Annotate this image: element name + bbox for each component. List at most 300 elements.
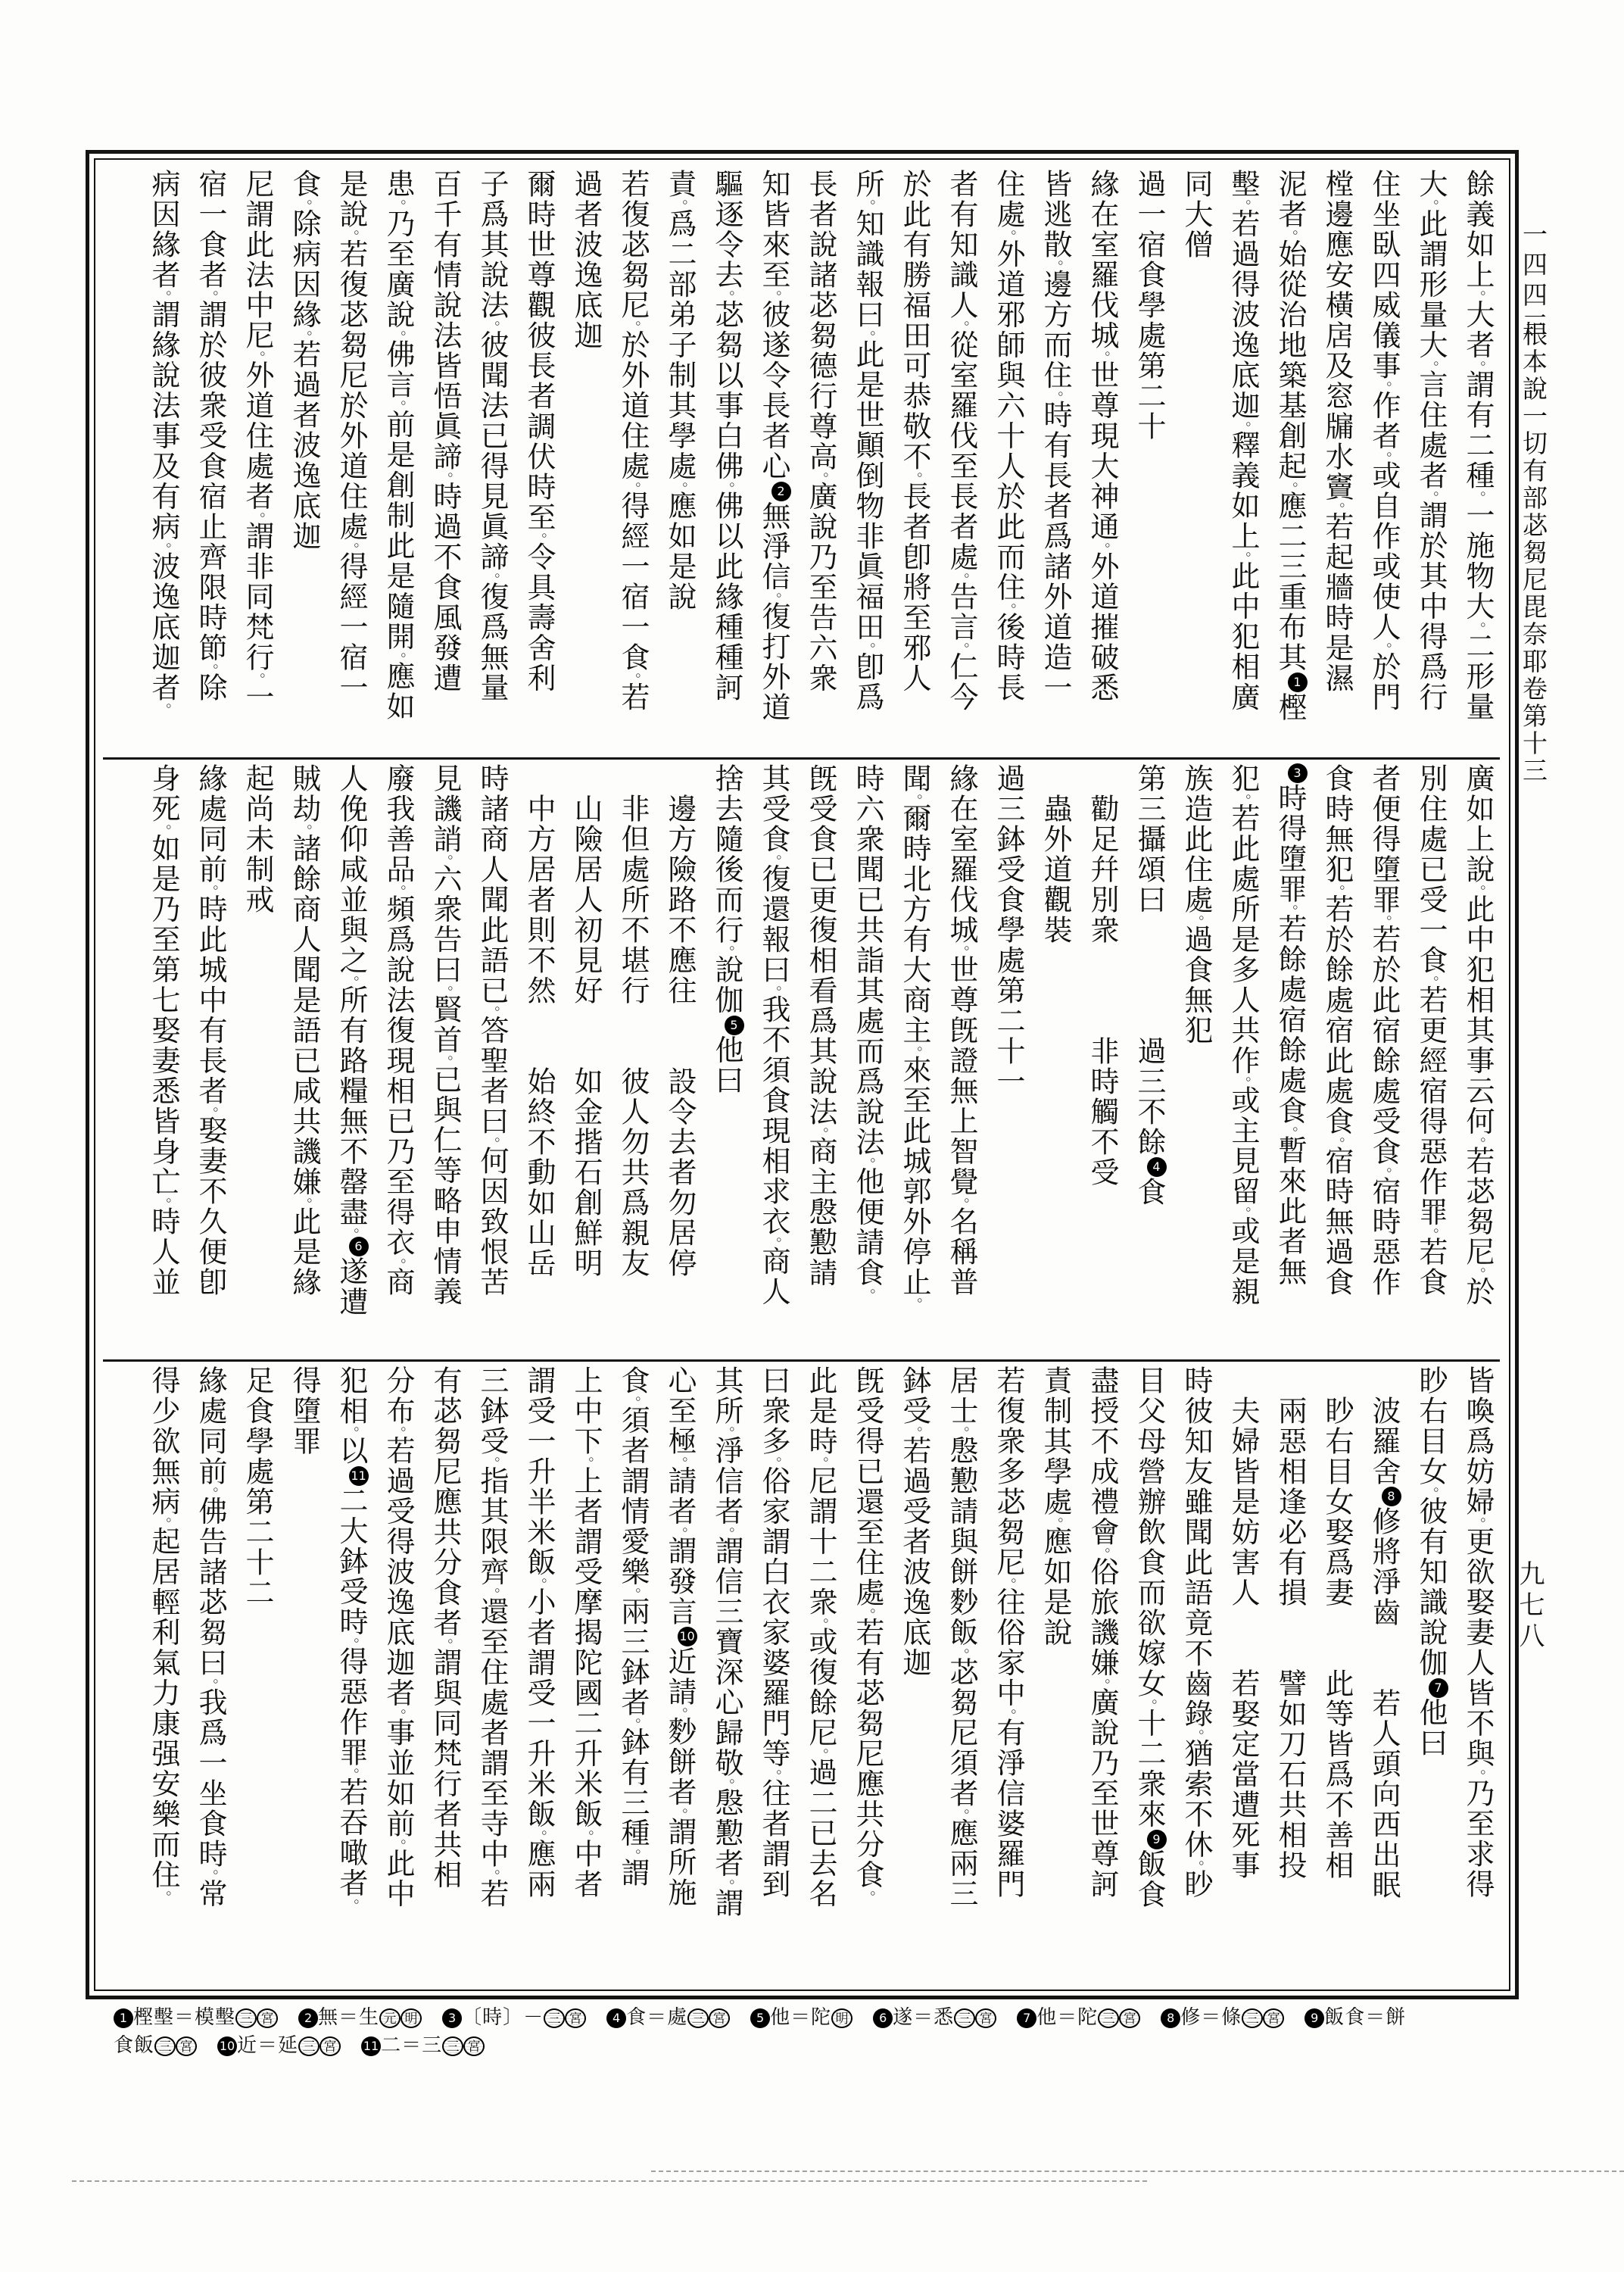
punctuation: 。 xyxy=(1047,1517,1064,1527)
punctuation: 。 xyxy=(906,794,923,804)
punctuation: 。 xyxy=(1423,491,1439,501)
running-title: 根本說一切有部苾芻尼毘奈耶卷第十三 xyxy=(1519,321,1548,785)
punctuation: 。 xyxy=(390,329,407,340)
punctuation: 。 xyxy=(390,400,407,410)
text-column: 若復衆多苾芻尼。往俗家中。有淨信婆羅門 xyxy=(992,1365,1025,1900)
punctuation: 。 xyxy=(1423,1227,1439,1237)
punctuation: 。 xyxy=(437,854,454,864)
text-column: 廢我善品。頻爲說法復現相已乃至得衣。商 xyxy=(382,763,415,1298)
text-column: 蟲外道觀裝 xyxy=(1039,763,1072,945)
punctuation: 。 xyxy=(718,945,735,955)
register-divider-2 xyxy=(103,1359,1500,1362)
punctuation: 。 xyxy=(672,481,688,492)
punctuation: 。 xyxy=(812,472,829,482)
edition-siglum: 宮 xyxy=(709,2008,730,2028)
footnote-marker: 9 xyxy=(1304,2008,1324,2028)
text-column: 住坐臥四威儀事。作者。或自作或使人。於門 xyxy=(1367,169,1401,713)
text-column: 緣在室羅伐城。世尊旣證無上智覺。名稱普 xyxy=(945,763,978,1298)
punctuation: 。 xyxy=(296,824,313,834)
text-column: 得墮罪 xyxy=(288,1365,321,1456)
punctuation: 。 xyxy=(1094,1547,1111,1557)
punctuation: 。 xyxy=(1282,1125,1298,1136)
punctuation: 。 xyxy=(1282,229,1298,239)
text-column: 族造此住處。過食無犯 xyxy=(1180,763,1213,1046)
edition-siglum: 宮 xyxy=(176,2036,197,2056)
punctuation: 。 xyxy=(1047,260,1064,270)
punctuation: 。 xyxy=(249,673,266,682)
text-column: 時彼知友雖聞此語竟不齒錄。猶索不休。眇 xyxy=(1180,1365,1213,1900)
punctuation: 。 xyxy=(953,642,970,652)
text-column: 得少欲無病。起居輕利氣力康强安樂而住。 xyxy=(147,1365,180,1900)
text-column: 責。爲二部弟子制其學處。應如是說 xyxy=(663,169,697,613)
canon-number: 一四四三 xyxy=(1519,221,1548,342)
footnote-marker: 5 xyxy=(750,2008,770,2028)
punctuation: 。 xyxy=(906,472,923,482)
punctuation: 。 xyxy=(1470,621,1486,632)
scan-artifact-line xyxy=(651,2171,1624,2172)
punctuation: 。 xyxy=(625,1848,641,1858)
punctuation: 。 xyxy=(859,199,876,209)
footnote-marker: 1 xyxy=(1288,673,1308,692)
text-column: 病因緣者。謂緣說法事及有病。波逸底迦者。 xyxy=(147,169,180,713)
text-column: 3時得墮罪。若餘處宿餘處食。暫來此者無 xyxy=(1267,763,1314,1356)
punctuation: 。 xyxy=(1235,794,1252,804)
edition-siglum: 三 xyxy=(954,2008,975,2028)
text-column: 犯相。以11二大鉢受時。得惡作罪。若吞噉者。 xyxy=(335,1365,368,1908)
text-column: 緣處同前。佛告諸苾芻曰。我爲一坐食時。常 xyxy=(194,1365,227,1909)
punctuation: 。 xyxy=(859,1157,876,1167)
text-column: 目父母營辦飲食而欲嫁女。十二衆來9飯食 xyxy=(1133,1365,1166,1910)
punctuation: 。 xyxy=(1094,541,1111,552)
text-column: 長者說諸苾芻德行尊高。廣說乃至告六衆 xyxy=(804,169,837,694)
footnote-marker: 3 xyxy=(1288,763,1308,783)
punctuation: 。 xyxy=(249,511,266,522)
punctuation: 。 xyxy=(437,1055,454,1065)
text-column: 有苾芻尼應共分食者。謂與同梵行者共相 xyxy=(429,1365,462,1890)
punctuation: 。 xyxy=(765,1456,782,1466)
text-column: 第三攝頌曰 過三不餘4食 xyxy=(1133,763,1166,1207)
punctuation: 。 xyxy=(390,1708,407,1718)
text-column: 皆喚爲妨婦。更欲娶妻人皆不與。乃至求得 xyxy=(1461,1365,1495,1900)
punctuation: 。 xyxy=(765,985,782,995)
text-column: 眇右目女。彼有知識說伽7他曰 xyxy=(1414,1365,1448,1759)
punctuation: 。 xyxy=(202,885,219,894)
punctuation: 。 xyxy=(765,591,782,602)
punctuation: 。 xyxy=(1282,481,1298,492)
punctuation: 。 xyxy=(155,290,172,300)
punctuation: 。 xyxy=(672,199,688,209)
page-number: 九七八 xyxy=(1514,1560,1545,1653)
text-column: 泥者。始從治地築基創起。應二三重布其1樫 xyxy=(1273,169,1307,723)
register-top xyxy=(101,169,1501,754)
punctuation: 。 xyxy=(343,541,360,552)
text-column: 足食學處第二十二 xyxy=(241,1365,274,1608)
text-column: 時諸商人聞此語已。答聖者曰。何因致恨苦 xyxy=(475,763,509,1298)
footnote-marker: 7 xyxy=(1429,1678,1448,1698)
text-column: 廣如上說。此中犯相其事云何。若苾芻尼。於 xyxy=(1461,763,1495,1307)
register-divider-1 xyxy=(103,757,1500,760)
punctuation: 。 xyxy=(625,673,641,682)
edition-siglum: 三 xyxy=(442,2036,463,2056)
punctuation: 。 xyxy=(1423,1487,1439,1496)
punctuation: 。 xyxy=(1470,360,1486,370)
text-column: 若復苾芻尼。於外道住處。得經一宿一食。若 xyxy=(616,169,650,713)
edition-siglum: 宮 xyxy=(257,2008,278,2028)
punctuation: 。 xyxy=(1235,1206,1252,1216)
punctuation: 。 xyxy=(1423,199,1439,209)
punctuation: 。 xyxy=(484,1456,500,1466)
punctuation: 。 xyxy=(672,1526,688,1537)
footnote-marker: 6 xyxy=(873,2008,893,2028)
punctuation: 。 xyxy=(202,1677,219,1688)
edition-siglum: 宮 xyxy=(320,2036,341,2056)
punctuation: 。 xyxy=(953,1197,970,1207)
punctuation: 。 xyxy=(1000,1708,1017,1718)
text-column: 捨去隨後而行。說伽5他曰 xyxy=(710,763,743,1096)
punctuation: 。 xyxy=(343,1898,360,1908)
punctuation: 。 xyxy=(718,1878,735,1889)
punctuation: 。 xyxy=(906,1297,923,1307)
punctuation: 。 xyxy=(343,1227,360,1237)
text-column: 身死。如是乃至第七娶妻悉皆身亡。時人並 xyxy=(147,763,180,1298)
punctuation: 。 xyxy=(812,1456,829,1466)
edition-siglum: 宮 xyxy=(1119,2008,1140,2028)
text-column: 皆逃散。邊方而住。時有長者爲諸外道造一 xyxy=(1039,169,1072,704)
text-column: 其受食。復還報曰。我不須食現相求衣。商人 xyxy=(757,763,790,1307)
punctuation: 。 xyxy=(484,1869,500,1879)
text-column: 犯。若此處所是多人共作。或主見留。或是親 xyxy=(1227,763,1260,1307)
edition-siglum: 三 xyxy=(298,2036,320,2056)
punctuation: 。 xyxy=(155,1197,172,1207)
punctuation: 。 xyxy=(1235,199,1252,209)
punctuation: 。 xyxy=(859,1890,876,1900)
text-column: 過者波逸底迦 xyxy=(569,169,603,351)
footnote-marker: 2 xyxy=(298,2008,318,2028)
text-column: 旣受得已還至住處。若有苾芻尼應共分食。 xyxy=(851,1365,884,1900)
punctuation: 。 xyxy=(155,1517,172,1527)
text-column: 聞。爾時北方有大商主。來至此城郭外停止。 xyxy=(898,763,931,1307)
punctuation: 。 xyxy=(390,1839,407,1849)
punctuation: 。 xyxy=(578,1829,594,1840)
punctuation: 。 xyxy=(1000,602,1017,613)
text-column: 起尚未制戒 xyxy=(241,763,274,915)
punctuation: 。 xyxy=(1329,1136,1345,1147)
punctuation: 。 xyxy=(859,642,876,652)
text-column: 心至極。請者。謂發言10近請。麨餅者。謂所施 xyxy=(663,1365,697,1908)
edition-siglum: 三 xyxy=(1098,2008,1119,2028)
punctuation: 。 xyxy=(1470,1768,1486,1779)
text-column: 曰衆多。俗家謂白衣家婆羅門等。往者謂到 xyxy=(757,1365,790,1900)
footnote-marker: 5 xyxy=(725,1016,744,1035)
punctuation: 。 xyxy=(296,1197,313,1207)
text-column: 三鉢受。指其限齊。還至住處者謂至寺中。若 xyxy=(475,1365,509,1909)
edition-siglum: 元 xyxy=(379,2008,401,2028)
apparatus-footnotes xyxy=(114,2004,1609,2060)
edition-siglum: 三 xyxy=(1242,2008,1263,2028)
footnote-marker: 8 xyxy=(1161,2008,1180,2028)
footnote-marker: 11 xyxy=(361,2036,381,2056)
punctuation: 。 xyxy=(155,1890,172,1900)
text-column: 賊劫。諸餘商人聞是語已咸共譏嫌。此是緣 xyxy=(288,763,321,1298)
text-column: 住處。外道邪師與六十人於此而住。後時長 xyxy=(992,169,1025,704)
punctuation: 。 xyxy=(343,975,360,985)
text-column: 爾時世尊觀彼長者調伏時至。令具壽舍利 xyxy=(522,169,556,694)
text-column: 人俛仰咸並與之。所有路糧無不罄盡。6遂遭 xyxy=(335,763,368,1318)
text-column: 見譏誚。六衆告曰。賢首。已與仁等略申情義 xyxy=(429,763,462,1307)
edition-siglum: 三 xyxy=(235,2008,257,2028)
text-column: 勸足幷別衆 非時觸不受 xyxy=(1086,763,1119,1187)
punctuation: 。 xyxy=(812,1127,829,1137)
punctuation: 。 xyxy=(625,320,641,330)
punctuation: 。 xyxy=(343,1426,360,1436)
text-column: 非但處所不堪行 彼人勿共爲親友 xyxy=(616,763,650,1278)
punctuation: 。 xyxy=(953,945,970,955)
punctuation: 。 xyxy=(812,1617,829,1628)
punctuation: 。 xyxy=(765,1768,782,1779)
edition-siglum: 三 xyxy=(544,2008,565,2028)
text-column: 邊方險路不應往 設令去者勿居停 xyxy=(663,763,697,1278)
punctuation: 。 xyxy=(812,1748,829,1758)
text-column: 中方居者則不然 始終不動如山岳 xyxy=(522,763,556,1278)
text-column: 上中下。上者謂受摩揭陀國二升米飯。中者 xyxy=(569,1365,603,1900)
text-column: 子爲其說法。彼聞法已得見眞諦。復爲無量 xyxy=(475,169,509,704)
page-frame-outer xyxy=(86,150,1519,1999)
punctuation: 。 xyxy=(718,1526,735,1537)
punctuation: 。 xyxy=(202,1869,219,1879)
punctuation: 。 xyxy=(718,1426,735,1436)
footnote-marker: 4 xyxy=(1147,1157,1167,1177)
punctuation: 。 xyxy=(765,290,782,300)
text-column: 墼。若過得波逸底迦。釋義如上。此中犯相廣 xyxy=(1227,169,1260,713)
text-column: 食時無犯。若於餘處宿此處食。宿時無過食 xyxy=(1320,763,1354,1298)
punctuation: 。 xyxy=(155,541,172,552)
footnote-marker: 7 xyxy=(1017,2008,1036,2028)
punctuation: 。 xyxy=(625,481,641,492)
apparatus-line-2: 食飯 三 宮 10 近＝延 三 宮 11 二＝三 三 宮 xyxy=(114,2032,1609,2060)
footnote-marker: 3 xyxy=(442,2008,462,2028)
text-column: 盡授不成禮會。俗旅譏嫌。廣說乃至世尊訶 xyxy=(1086,1365,1119,1900)
text-column: 餘義如上。大者。謂有二種。一施物大。二形量 xyxy=(1461,169,1495,722)
punctuation: 。 xyxy=(718,290,735,300)
footnote-marker: 1 xyxy=(114,2008,133,2028)
text-column: 驅逐令去。苾芻以事白佛。佛以此緣種種訶 xyxy=(710,169,743,704)
punctuation: 。 xyxy=(1470,290,1486,300)
text-column: 所。知識報曰。此是世顚倒物非眞福田。卽爲 xyxy=(851,169,884,713)
text-column: 其所。淨信者。謂信三寶深心歸敬。慇懃者。謂 xyxy=(710,1365,743,1919)
text-column: 夫婦皆是妨害人 若娶定當遭死事 xyxy=(1227,1365,1260,1880)
text-column: 知皆來至。彼遂令長者心2無淨信。復打外道 xyxy=(757,169,790,723)
text-column: 同大僧 xyxy=(1180,169,1213,260)
punctuation: 。 xyxy=(1235,420,1252,431)
page-frame-inner xyxy=(94,158,1510,1991)
punctuation: 。 xyxy=(437,1638,454,1648)
punctuation: 。 xyxy=(906,1426,923,1436)
punctuation: 。 xyxy=(1235,551,1252,561)
punctuation: 。 xyxy=(1376,1166,1392,1177)
punctuation: 。 xyxy=(390,885,407,894)
punctuation: 。 xyxy=(437,472,454,482)
punctuation: 。 xyxy=(531,532,547,542)
punctuation: 。 xyxy=(484,320,500,330)
punctuation: 。 xyxy=(1470,885,1486,894)
punctuation: 。 xyxy=(390,651,407,662)
register-middle xyxy=(101,763,1501,1356)
footnote-marker: 2 xyxy=(771,482,791,501)
punctuation: 。 xyxy=(1094,1677,1111,1688)
punctuation: 。 xyxy=(484,1587,500,1597)
punctuation: 。 xyxy=(1376,381,1392,391)
punctuation: 。 xyxy=(765,854,782,864)
punctuation: 。 xyxy=(1376,915,1392,925)
punctuation: 。 xyxy=(484,1006,500,1016)
text-column: 過三鉢受食學處第二十一 xyxy=(992,763,1025,1097)
text-column: 緣在室羅伐城。世尊現大神通。外道摧破悉 xyxy=(1086,169,1119,704)
punctuation: 。 xyxy=(859,329,876,340)
punctuation: 。 xyxy=(484,572,500,582)
edition-siglum: 宮 xyxy=(565,2008,586,2028)
punctuation: 。 xyxy=(1470,1267,1486,1277)
footnote-marker: 8 xyxy=(1382,1487,1401,1506)
punctuation: 。 xyxy=(1141,1699,1158,1709)
punctuation: 。 xyxy=(296,329,313,340)
punctuation: 。 xyxy=(1235,1075,1252,1086)
punctuation: 。 xyxy=(672,1456,688,1466)
punctuation: 。 xyxy=(484,1136,500,1147)
text-column: 鉢受。若過受者波逸底迦 xyxy=(898,1365,931,1678)
punctuation: 。 xyxy=(437,985,454,995)
text-column: 宿一食者。謂於彼衆受食宿止齊限時節。除 xyxy=(194,169,227,704)
punctuation: 。 xyxy=(1188,915,1205,925)
punctuation: 。 xyxy=(578,1456,594,1466)
text-column: 謂受一升半米飯。小者謂受一升米飯。應兩 xyxy=(522,1365,556,1900)
punctuation: 。 xyxy=(531,1578,547,1587)
text-column: 眇右目女娶爲妻 此等皆爲不善相 xyxy=(1320,1365,1354,1880)
punctuation: 。 xyxy=(953,572,970,582)
punctuation: 。 xyxy=(202,290,219,300)
punctuation: 。 xyxy=(202,1487,219,1496)
text-column: 者便得墮罪。若於此宿餘處受食。宿時惡作 xyxy=(1367,763,1401,1298)
punctuation: 。 xyxy=(390,1426,407,1436)
punctuation: 。 xyxy=(1470,1136,1486,1147)
punctuation: 。 xyxy=(859,1608,876,1618)
text-column: 緣處同前。時此城中有長者。娶妻不久便卽 xyxy=(194,763,227,1298)
text-column: 此是時。尼謂十二衆。或復餘尼。過二已去名 xyxy=(804,1365,837,1909)
punctuation: 。 xyxy=(1047,390,1064,401)
punctuation: 。 xyxy=(718,1778,735,1788)
text-column: 者有知識人。從室羅伐至長者處。告言。仁今 xyxy=(945,169,978,713)
punctuation: 。 xyxy=(672,1707,688,1717)
punctuation: 。 xyxy=(1000,1578,1017,1587)
scan-artifact-line xyxy=(72,2180,1147,2182)
footnote-marker: 4 xyxy=(606,2008,626,2028)
edition-siglum: 三 xyxy=(687,2008,709,2028)
edition-siglum: 明 xyxy=(401,2008,422,2028)
punctuation: 。 xyxy=(202,1106,219,1116)
text-column: 山險居人初見好 如金揩石創鮮明 xyxy=(569,763,603,1278)
edition-siglum: 明 xyxy=(831,2008,853,2028)
punctuation: 。 xyxy=(343,229,360,239)
punctuation: 。 xyxy=(1329,885,1345,894)
text-column: 波羅舍8修將淨齒 若人頭向西出眠 xyxy=(1367,1365,1401,1900)
punctuation: 。 xyxy=(953,1647,970,1658)
text-column: 旣受食已更復相看爲其說法。商主慇懃請 xyxy=(804,763,837,1288)
text-column: 食。須者謂情愛樂。兩三鉢者。鉢有三種。謂 xyxy=(616,1365,650,1889)
punctuation: 。 xyxy=(1376,642,1392,652)
edition-siglum: 宮 xyxy=(975,2008,996,2028)
footnote-marker: 6 xyxy=(349,1237,369,1256)
text-column: 是說。若復苾芻尼於外道住處。得經一宿一 xyxy=(335,169,368,704)
punctuation: 。 xyxy=(625,1587,641,1597)
text-column: 分布。若過受得波逸底迦者。事並如前。此中 xyxy=(382,1365,415,1909)
punctuation: 。 xyxy=(1423,360,1439,370)
punctuation: 。 xyxy=(953,1809,970,1818)
footnote-marker: 11 xyxy=(349,1466,369,1486)
punctuation: 。 xyxy=(625,1718,641,1727)
punctuation: 。 xyxy=(953,320,970,330)
text-column: 百千有情說法皆悟眞諦。時過不食風發遭 xyxy=(429,169,462,694)
text-column: 尼謂此法中尼。外道住處者。謂非同梵行。一 xyxy=(241,169,274,713)
punctuation: 。 xyxy=(202,663,219,673)
punctuation: 。 xyxy=(1282,904,1298,914)
punctuation: 。 xyxy=(672,1807,688,1818)
punctuation: 。 xyxy=(718,481,735,492)
punctuation: 。 xyxy=(1000,229,1017,239)
punctuation: 。 xyxy=(1188,1859,1205,1870)
punctuation: 。 xyxy=(953,1426,970,1436)
punctuation: 。 xyxy=(1094,351,1111,360)
punctuation: 。 xyxy=(390,1257,407,1268)
punctuation: 。 xyxy=(1423,975,1439,985)
punctuation: 。 xyxy=(906,1045,923,1056)
text-column: 於此有勝福田可恭敬不。長者卽將至邪人 xyxy=(898,169,931,694)
register-bottom xyxy=(101,1365,1501,1985)
apparatus-line-1: 1 樫墼＝模墼 三 宮 2 無＝生 元 明 3 〔時〕－ 三 宮 4 食＝處 三 宮 5 他＝陀 明 6 遂＝悉 三 宮 7 他＝陀 三 宮 8 修＝條 三 宮 9 飯食＝餅 xyxy=(114,2004,1609,2032)
edition-siglum: 三 xyxy=(154,2036,176,2056)
text-column: 大。此謂形量大。言住處者。謂於其中得爲行 xyxy=(1414,169,1448,713)
punctuation: 。 xyxy=(1470,1517,1486,1527)
text-column: 食。除病因緣。若過者波逸底迦 xyxy=(288,169,321,552)
footnote-marker: 10 xyxy=(678,1627,697,1646)
edition-siglum: 宮 xyxy=(1263,2008,1284,2028)
punctuation: 。 xyxy=(1470,491,1486,501)
text-column: 別住處已受一食。若更經宿得惡作罪。若食 xyxy=(1414,763,1448,1298)
punctuation: 。 xyxy=(390,199,407,209)
text-column: 時六衆聞已共詣其處而爲說法。他便請食。 xyxy=(851,763,884,1298)
text-column: 樘邊應安橫扂及窓牖水竇。若起牆時是濕 xyxy=(1320,169,1354,694)
punctuation: 。 xyxy=(859,1287,876,1298)
punctuation: 。 xyxy=(1376,451,1392,461)
punctuation: 。 xyxy=(249,351,266,360)
edition-siglum: 宮 xyxy=(463,2036,485,2056)
text-column: 責制其學處。應如是說 xyxy=(1039,1365,1072,1648)
text-column: 兩惡相逢必有損 譬如刀石共相投 xyxy=(1273,1365,1307,1880)
footnote-marker: 10 xyxy=(217,2036,237,2056)
footnote-marker: 9 xyxy=(1147,1830,1167,1849)
text-column: 過一宿食學處第二十 xyxy=(1133,169,1166,442)
punctuation: 。 xyxy=(765,1237,782,1247)
punctuation: 。 xyxy=(343,1637,360,1647)
punctuation: 。 xyxy=(296,199,313,209)
punctuation: 。 xyxy=(1329,502,1345,512)
punctuation: 。 xyxy=(625,1396,641,1406)
punctuation: 。 xyxy=(531,1829,547,1840)
text-column: 患。乃至廣說。佛言。前是創制此是隨開。應如 xyxy=(382,169,415,722)
text-column: 居士。慇懃請與餅麨飯。苾芻尼須者。應兩三 xyxy=(945,1365,978,1909)
punctuation: 。 xyxy=(343,1768,360,1777)
punctuation: 。 xyxy=(1188,1729,1205,1739)
punctuation: 。 xyxy=(155,703,172,713)
punctuation: 。 xyxy=(155,824,172,834)
